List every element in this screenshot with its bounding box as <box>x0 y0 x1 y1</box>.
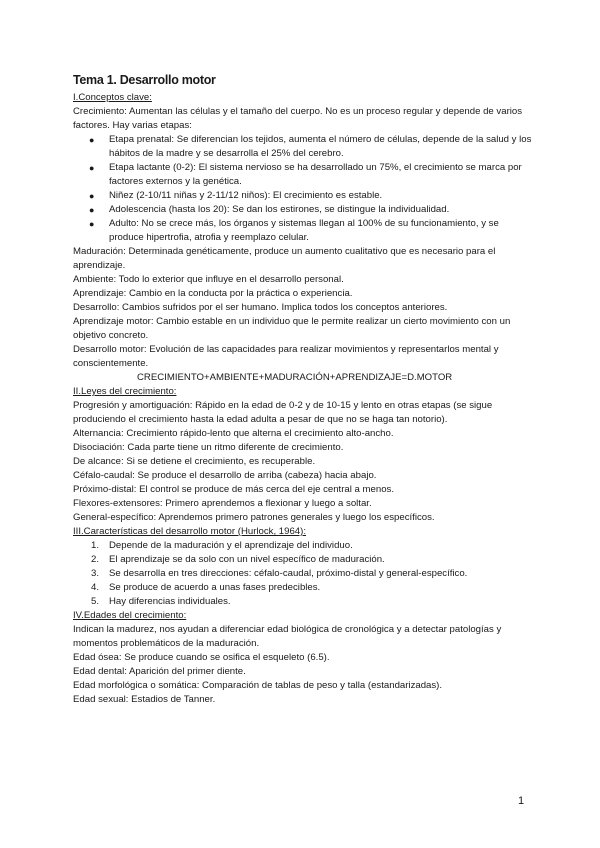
list-item: 4. Se produce de acuerdo a unas fases predecibles. <box>91 582 321 593</box>
ambiente-definition: Ambiente: Todo lo exterior que influye en el desarrollo personal. <box>73 274 344 285</box>
bullet-icon: ● <box>89 191 95 201</box>
document-page <box>73 73 533 707</box>
law-line: Próximo-distal: El control se produce de más cerca del eje central a menos. <box>73 484 395 495</box>
crecimiento-definition: Crecimiento: Aumentan las células y el tamaño del cuerpo. No es un proceso regular y depende de varios factores. Hay varias etapas: <box>73 106 523 131</box>
bullet-icon: ● <box>89 205 95 215</box>
maduracion-definition: Maduración: Determinada genéticamente, produce un aumento cualitativo que es necesario para el aprendizaje. <box>73 246 496 271</box>
section-2-heading: II.Leyes del crecimiento: <box>73 386 177 397</box>
list-number: 1. <box>91 540 100 551</box>
ages-intro: Indican la madurez, nos ayudan a diferenciar edad biológica de cronológica y a detectar patologías y momentos problemáticos de la maduración. <box>73 624 502 649</box>
law-line: Flexores-extensores: Primero aprendemos a flexionar y luego a soltar. <box>73 498 372 509</box>
age-line: Edad sexual: Estadios de Tanner. <box>73 694 216 705</box>
characteristics-list <box>73 539 533 609</box>
age-line: Edad morfológica o somática: Comparación de tablas de peso y talla (estandarizadas). <box>73 680 443 691</box>
age-line: Edad dental: Aparición del primer diente. <box>73 666 246 677</box>
desarrollo-motor-definition: Desarrollo motor: Evolución de las capacidades para realizar movimientos y representarlos mental y conscientemente. <box>73 344 499 369</box>
aprendizaje-definition: Aprendizaje: Cambio en la conducta por la práctica o experiencia. <box>73 288 353 299</box>
bullet-icon: ● <box>89 219 95 229</box>
law-line: Disociación: Cada parte tiene un ritmo diferente de crecimiento. <box>73 442 344 453</box>
law-line: Céfalo-caudal: Se produce el desarrollo de arriba (cabeza) hacia abajo. <box>73 470 377 481</box>
aprendizaje-motor-definition: Aprendizaje motor: Cambio estable en un individuo que le permite realizar un cierto movimiento con un objetivo concreto. <box>73 316 511 341</box>
age-line: Edad ósea: Se produce cuando se osifica el esqueleto (6.5). <box>73 652 330 663</box>
list-item: 3. Se desarrolla en tres direcciones: céfalo-caudal, próximo-distal y general-específico. <box>91 568 468 579</box>
page-number: 1 <box>518 795 525 807</box>
law-line: Alternancia: Crecimiento rápido-lento que alterna el crecimiento alto-ancho. <box>73 428 394 439</box>
list-item: ● Adolescencia (hasta los 20): Se dan los estirones, se distingue la individualidad. <box>89 204 450 215</box>
stages-list <box>73 133 533 245</box>
list-item: 5. Hay diferencias individuales. <box>91 596 231 607</box>
section-4-heading: IV.Edades del crecimiento: <box>73 610 187 621</box>
list-item: ● Etapa lactante (0-2): El sistema nervioso se ha desarrollado un 75%, el crecimiento se marca por factores externos y la genética. <box>89 162 522 187</box>
document-title: Tema 1. Desarrollo motor <box>73 73 216 87</box>
law-line: Progresión y amortiguación: Rápido en la edad de 0-2 y de 10-15 y lento en otras etapas (se sigue produciendo el crecimiento hasta la edad adulta a pesar de que no se haga tan notorio). <box>73 400 493 425</box>
list-number: 3. <box>91 568 100 579</box>
list-item: ● Niñez (2-10/11 niñas y 2-11/12 niños): El crecimiento es estable. <box>89 190 383 201</box>
formula-line: CRECIMIENTO+AMBIENTE+MADURACIÓN+APRENDIZAJE=D.MOTOR <box>137 372 453 383</box>
law-line: De alcance: Si se detiene el crecimiento, es recuperable. <box>73 456 316 467</box>
bullet-icon: ● <box>89 135 95 145</box>
list-number: 5. <box>91 596 100 607</box>
list-number: 2. <box>91 554 100 565</box>
list-item: 1. Depende de la maduración y el aprendizaje del individuo. <box>91 540 353 551</box>
list-item: 2. El aprendizaje se da solo con un nivel específico de maduración. <box>91 554 385 565</box>
desarrollo-definition: Desarrollo: Cambios sufridos por el ser humano. Implica todos los conceptos anteriores. <box>73 302 448 313</box>
list-number: 4. <box>91 582 100 593</box>
section-3-heading: III.Características del desarrollo motor (Hurlock, 1964): <box>73 526 306 537</box>
list-item: ● Etapa prenatal: Se diferencian los tejidos, aumenta el número de células, depende de la salud y los hábitos de la madre y se desarrolla el 25% del cerebro. <box>89 134 532 159</box>
bullet-icon: ● <box>89 163 95 173</box>
section-1-heading: I.Conceptos clave: <box>73 92 152 103</box>
law-line: General-específico: Aprendemos primero patrones generales y luego los específicos. <box>73 512 435 523</box>
list-item: ● Adulto: No se crece más, los órganos y sistemas llegan al 100% de su funcionamiento, y se produce hipertrofia, atrofia y reemplazo celular. <box>89 218 499 243</box>
